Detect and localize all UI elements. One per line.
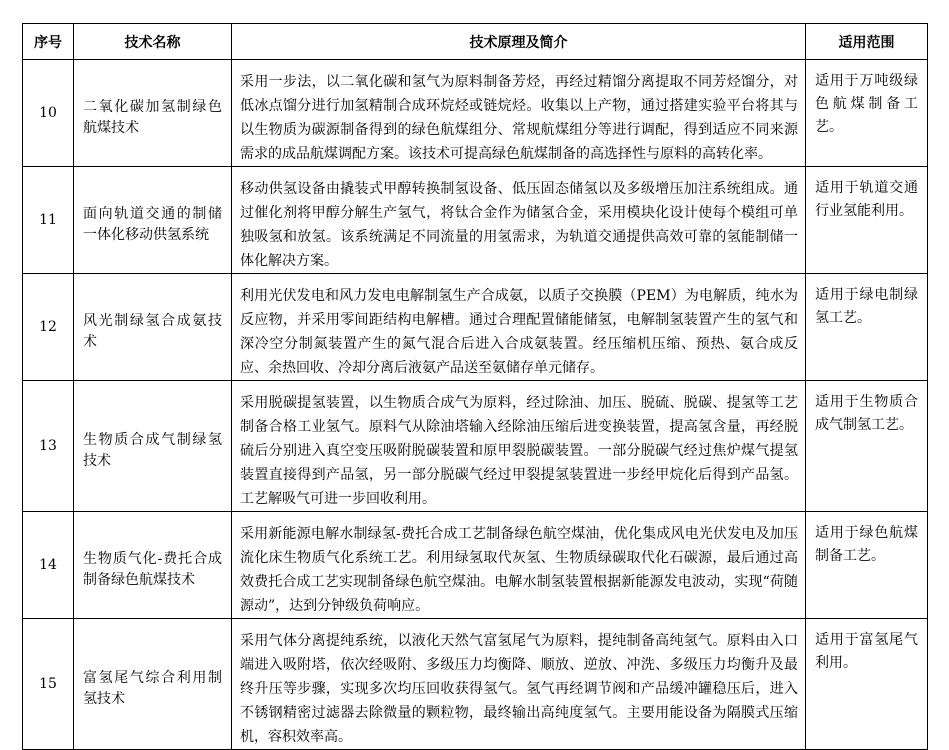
table-row (23, 274, 928, 381)
header-serial-number: 序号 (23, 24, 74, 60)
cell-technology-name: 风光制绿氢合成氨技术 (74, 274, 232, 381)
cell-description: 采用一步法，以二氧化碳和氢气为原料制备芳烃，再经过精馏分离提取不同芳烃馏分，对低冰点馏分进行加氢精制合成环烷烃或链烷烃。收集以上产物，通过搭建实验平台将其与以生物质为碳源制备得到的绿色航煤组分、常规航煤组分等进行调配，得到适应不同来源需求的成品航煤调配方案。该技术可提高绿色航煤制备的高选择性与原料的高转化率。 (232, 60, 806, 167)
header-principle-description: 技术原理及简介 (232, 24, 806, 60)
table-header-row (23, 24, 928, 60)
cell-description: 采用新能源电解水制绿氢-费托合成工艺制备绿色航空煤油，优化集成风电光伏发电及加压流化床生物质气化系统工艺。利用绿氢取代灰氢、生物质绿碳取代化石碳源，最后通过高效费托合成工艺实现制备绿色航空煤油。电解水制氢装置根据新能源发电波动，实现“荷随源动”，达到分钟级负荷响应。 (232, 512, 806, 619)
header-scope: 适用范围 (806, 24, 928, 60)
cell-serial-number: 15 (23, 619, 74, 750)
table-row (23, 60, 928, 167)
cell-description: 采用脱碳提氢装置，以生物质合成气为原料，经过除油、加压、脱硫、脱碳、提氢等工艺制备合格工业氢气。原料气从除油塔输入经除油压缩后进变换装置，提高氢含量，再经脱硫后分别进入真空变压吸附脱碳装置和原甲裂脱碳装置。一部分脱碳气经过焦炉煤气提氢装置直接得到产品氢，另一部分脱碳气经过甲裂提氢装置进一步经甲烷化后得到产品氢。工艺解吸气可进一步回收利用。 (232, 381, 806, 512)
cell-serial-number: 14 (23, 512, 74, 619)
cell-description: 采用气体分离提纯系统，以液化天然气富氢尾气为原料，提纯制备高纯氢气。原料由入口端进入吸附塔，依次经吸附、多级压力均衡降、顺放、逆放、冲洗、多级压力均衡升及最终升压等步骤，实现多次均压回收获得氢气。氢气再经调节阀和产品缓冲罐稳压后，进入不锈钢精密过滤器去除微量的颗粒物，最终输出高纯度氢气。主要用能设备为隔膜式压缩机，容积效率高。 (232, 619, 806, 750)
table-row (23, 167, 928, 274)
cell-technology-name: 二氧化碳加氢制绿色航煤技术 (74, 60, 232, 167)
cell-scope: 适用于生物质合成气制氢工艺。 (806, 381, 928, 512)
cell-serial-number: 12 (23, 274, 74, 381)
cell-scope: 适用于富氢尾气利用。 (806, 619, 928, 750)
cell-technology-name: 富氢尾气综合利用制氢技术 (74, 619, 232, 750)
table-row (23, 381, 928, 512)
cell-serial-number: 11 (23, 167, 74, 274)
header-technology-name: 技术名称 (74, 24, 232, 60)
cell-scope: 适用于轨道交通行业氢能利用。 (806, 167, 928, 274)
cell-technology-name: 生物质合成气制绿氢技术 (74, 381, 232, 512)
cell-technology-name: 面向轨道交通的制储一体化移动供氢系统 (74, 167, 232, 274)
technology-table (22, 23, 928, 750)
cell-description: 利用光伏发电和风力发电电解制氢生产合成氨，以质子交换膜（PEM）为电解质，纯水为反应物，并采用零间距结构电解槽。通过合理配置储能储氢，电解制氢装置产生的氢气和深冷空分制氮装置产生的氮气混合后进入合成氨装置。经压缩机压缩、预热、氨合成反应、余热回收、冷却分离后液氨产品送至氨储存单元储存。 (232, 274, 806, 381)
cell-scope: 适用于绿电制绿氢工艺。 (806, 274, 928, 381)
cell-serial-number: 13 (23, 381, 74, 512)
cell-description: 移动供氢设备由撬装式甲醇转换制氢设备、低压固态储氢以及多级增压加注系统组成。通过催化剂将甲醇分解生产氢气，将钛合金作为储氢合金，采用模块化设计使每个模组可单独吸氢和放氢。该系统满足不同流量的用氢需求，为轨道交通提供高效可靠的氢能制储一体化解决方案。 (232, 167, 806, 274)
table-row (23, 619, 928, 750)
cell-scope: 适用于绿色航煤制备工艺。 (806, 512, 928, 619)
cell-serial-number: 10 (23, 60, 74, 167)
cell-scope: 适用于万吨级绿色航煤制备工艺。 (806, 60, 928, 167)
table-row (23, 512, 928, 619)
cell-technology-name: 生物质气化-费托合成制备绿色航煤技术 (74, 512, 232, 619)
